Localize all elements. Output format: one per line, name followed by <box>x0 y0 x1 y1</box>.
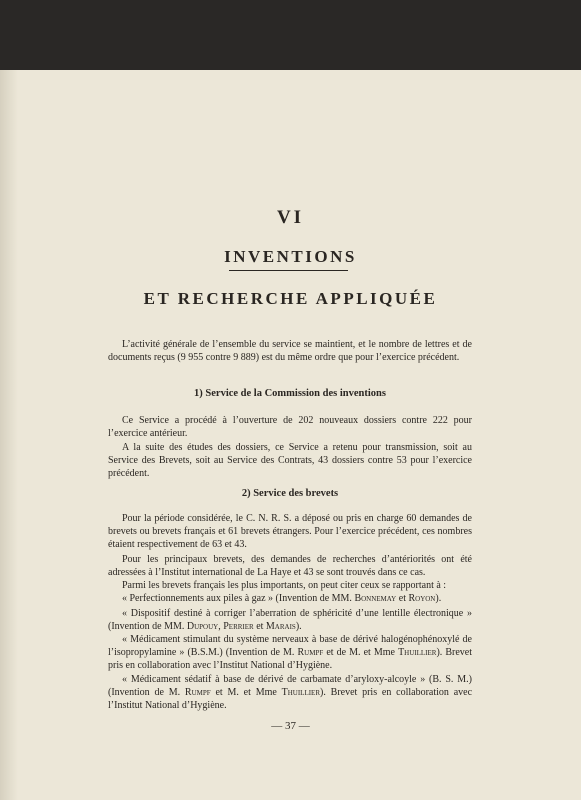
chapter-number: VI <box>276 207 305 228</box>
title-underline <box>229 270 348 271</box>
paragraph: Parmi les brevets français les plus importants, on peut citer ceux se rapportant à : <box>122 580 447 591</box>
section-heading-brevets: 2) Service des brevets <box>241 488 339 499</box>
section-heading-inventions: 1) Service de la Commission des inventions <box>194 388 386 399</box>
chapter-subtitle: ET RECHERCHE APPLIQUÉE <box>143 289 438 308</box>
document-page <box>0 70 581 800</box>
paragraph: Pour la période considérée, le C. N. R. S. a déposé ou pris en charge 60 demandes de brevets ou brevets français et 61 brevets étrangers. Pour l’exercice précédent, ces nombres étaient respectivement de 63 et 43. <box>108 513 472 550</box>
page-number: — 37 — <box>271 720 310 732</box>
paragraph: Ce Service a procédé à l’ouverture de 202 nouveaux dossiers contre 222 pour l’exercice antérieur. <box>108 415 472 439</box>
patent-item: « Médicament stimulant du système nerveaux à base de dérivé halogénophénoxylé de l’isopropylamine » (B.S.M.) (Invention de M. Rumpf et de M. et Mme Thuillier). Brevet pris en collaboration avec l’Institut National d’Hygiène. <box>108 634 473 671</box>
intro-paragraph: L’activité générale de l’ensemble du service se maintient, et le nombre de lettres et de documents reçus (9 955 contre 9 889) est du même ordre que pour l’exercice précédent. <box>108 339 472 363</box>
chapter-title: INVENTIONS <box>224 247 357 266</box>
paragraph: A la suite des études des dossiers, ce Service a retenu pour transmission, soit au Service des Brevets, soit au Service des Contrats, 43 dossiers contre 53 pour l’exercice précédent. <box>108 442 472 479</box>
patent-item: « Dispositif destiné à corriger l’aberration de sphéricité d’une lentille électronique » (Invention de MM. Dupouy, Perrier et Marais). <box>108 608 472 632</box>
paragraph: Pour les principaux brevets, des demandes de recherches d’antériorités ont été adressées à l’Institut international de La Haye et 43 se sont trouvés dans ce cas. <box>108 554 472 578</box>
patent-item: « Perfectionnements aux piles à gaz » (Invention de MM. Bonnemay et Royon). <box>122 593 442 604</box>
patent-item: « Médicament sédatif à base de dérivé de carbamate d’aryloxy-alcoyle » (B. S. M.) (Invention de M. Rumpf et M. et Mme Thuillier). Brevet pris en collaboration avec l’Institut National d’Hygiène. <box>108 674 473 711</box>
